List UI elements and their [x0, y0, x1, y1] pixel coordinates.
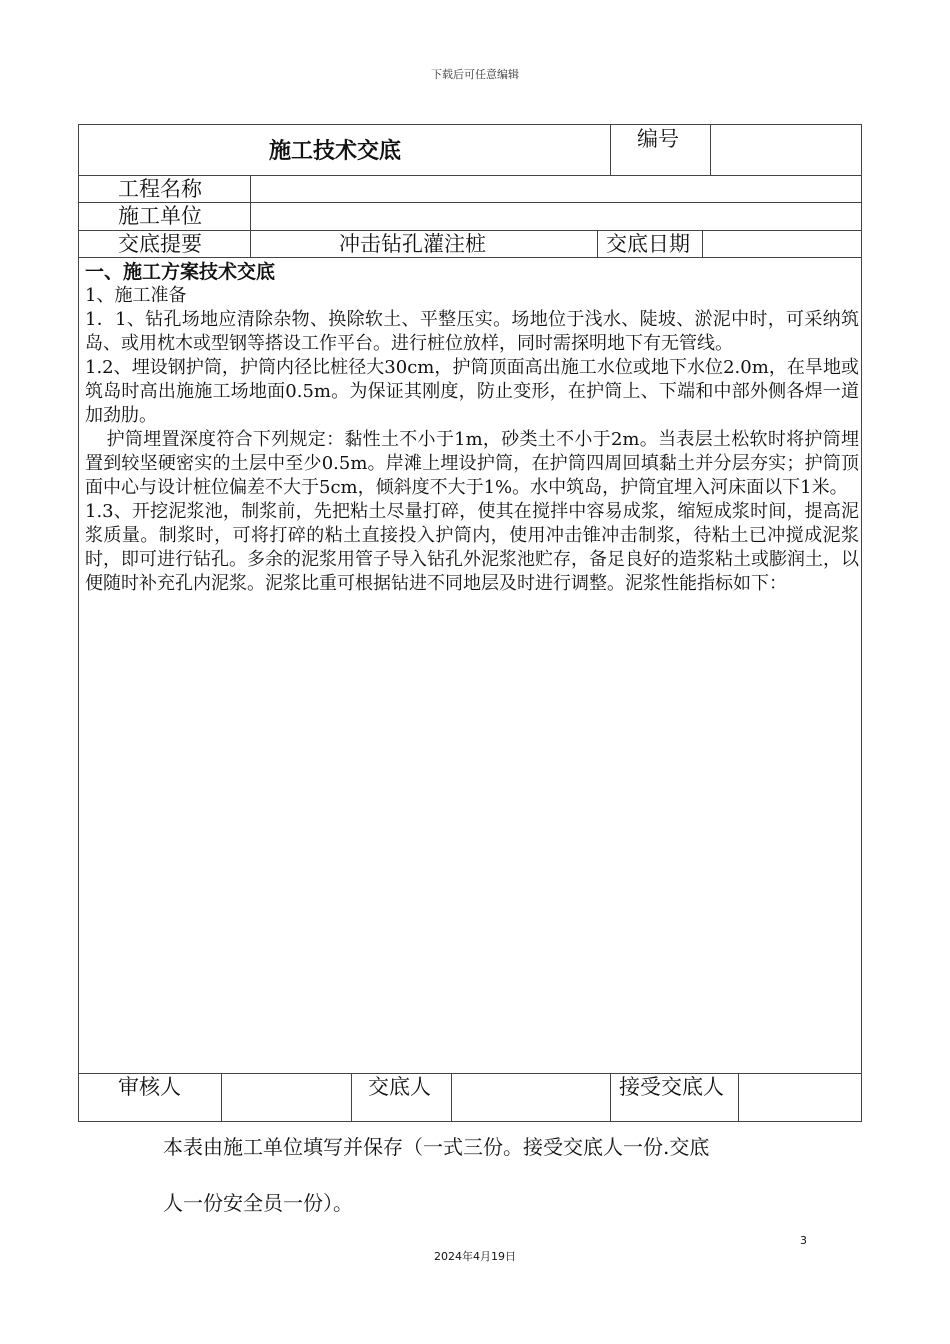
summary-value: 冲击钻孔灌注桩 [339, 232, 486, 256]
presenter-field[interactable] [452, 1074, 609, 1121]
col-divider [597, 230, 598, 257]
project-name-field[interactable] [251, 176, 861, 202]
presenter-label: 交底人 [368, 1075, 431, 1099]
content-paragraph: 护筒埋置深度符合下列规定：黏性土不小于1m，砂类土不小于2m。当表层土松软时将护筒埋置到较坚硬密实的土层中至少0.5m。岸滩上埋设护筒，在护筒四周回填黏土并分层夯实；护筒顶面中心与设计桩位偏差不大于5cm，倾斜度不大于1%。水中筑岛，护筒宜埋入河床面以下1米。 [85, 429, 859, 498]
summary-label: 交底提要 [118, 232, 202, 256]
reviewer-field[interactable] [222, 1074, 350, 1121]
form-note-line-1: 本表由施工单位填写并保存（一式三份。接受交底人一份.交底 [163, 1135, 710, 1159]
receiver-field[interactable] [739, 1074, 861, 1121]
disclosure-content [85, 260, 859, 596]
section-heading: 一、施工方案技术交底 [85, 261, 276, 283]
disclosure-form-table [78, 124, 862, 1122]
form-note-line-2: 人一份安全员一份）。 [163, 1191, 353, 1215]
page-header: 下载后可任意编辑 [431, 68, 519, 81]
date-field[interactable] [703, 231, 861, 257]
construction-unit-label: 施工单位 [118, 204, 202, 228]
number-field[interactable] [711, 125, 861, 175]
receiver-label: 接受交底人 [619, 1075, 724, 1099]
reviewer-label: 审核人 [118, 1075, 181, 1099]
col-divider [351, 1073, 352, 1121]
project-name-label: 工程名称 [118, 177, 202, 201]
date-label: 交底日期 [606, 232, 690, 256]
construction-unit-field[interactable] [251, 203, 861, 230]
form-title: 施工技术交底 [269, 138, 402, 164]
page-number: 3 [800, 1234, 807, 1247]
subsection-title: 1、施工准备 [85, 285, 187, 306]
col-divider [610, 1073, 611, 1121]
content-paragraph: 1.2、埋设钢护筒，护筒内径比桩径大30cm，护筒顶面高出施工水位或地下水位2.0m，在旱地或筑岛时高出施施工场地面0.5m。为保证其刚度，防止变形，在护筒上、下端和中部外侧各焊一道加劲肋。 [85, 357, 859, 426]
number-label: 编号 [637, 127, 679, 151]
content-paragraph: 1．1、钻孔场地应清除杂物、换除软土、平整压实。场地位于浅水、陡坡、淤泥中时，可采纳筑岛、或用枕木或型钢等搭设工作平台。进行桩位放样，同时需探明地下有无管线。 [85, 309, 859, 354]
col-divider [610, 125, 611, 175]
content-paragraph: 1.3、开挖泥浆池，制浆前，先把粘土尽量打碎，使其在搅拌中容易成浆，缩短成浆时间，提高泥浆质量。制浆时，可将打碎的粘土直接投入护筒内，使用冲击锥冲击制浆，待粘土已冲搅成泥浆时，即可进行钻孔。多余的泥浆用管子导入钻孔外泥浆池贮存，备足良好的造浆粘土或膨润土，以便随时补充孔内泥浆。泥浆比重可根据钻进不同地层及时进行调整。泥浆性能指标如下： [85, 501, 859, 594]
row-divider [79, 257, 861, 258]
footer-date: 2024年4月19日 [434, 1250, 516, 1263]
